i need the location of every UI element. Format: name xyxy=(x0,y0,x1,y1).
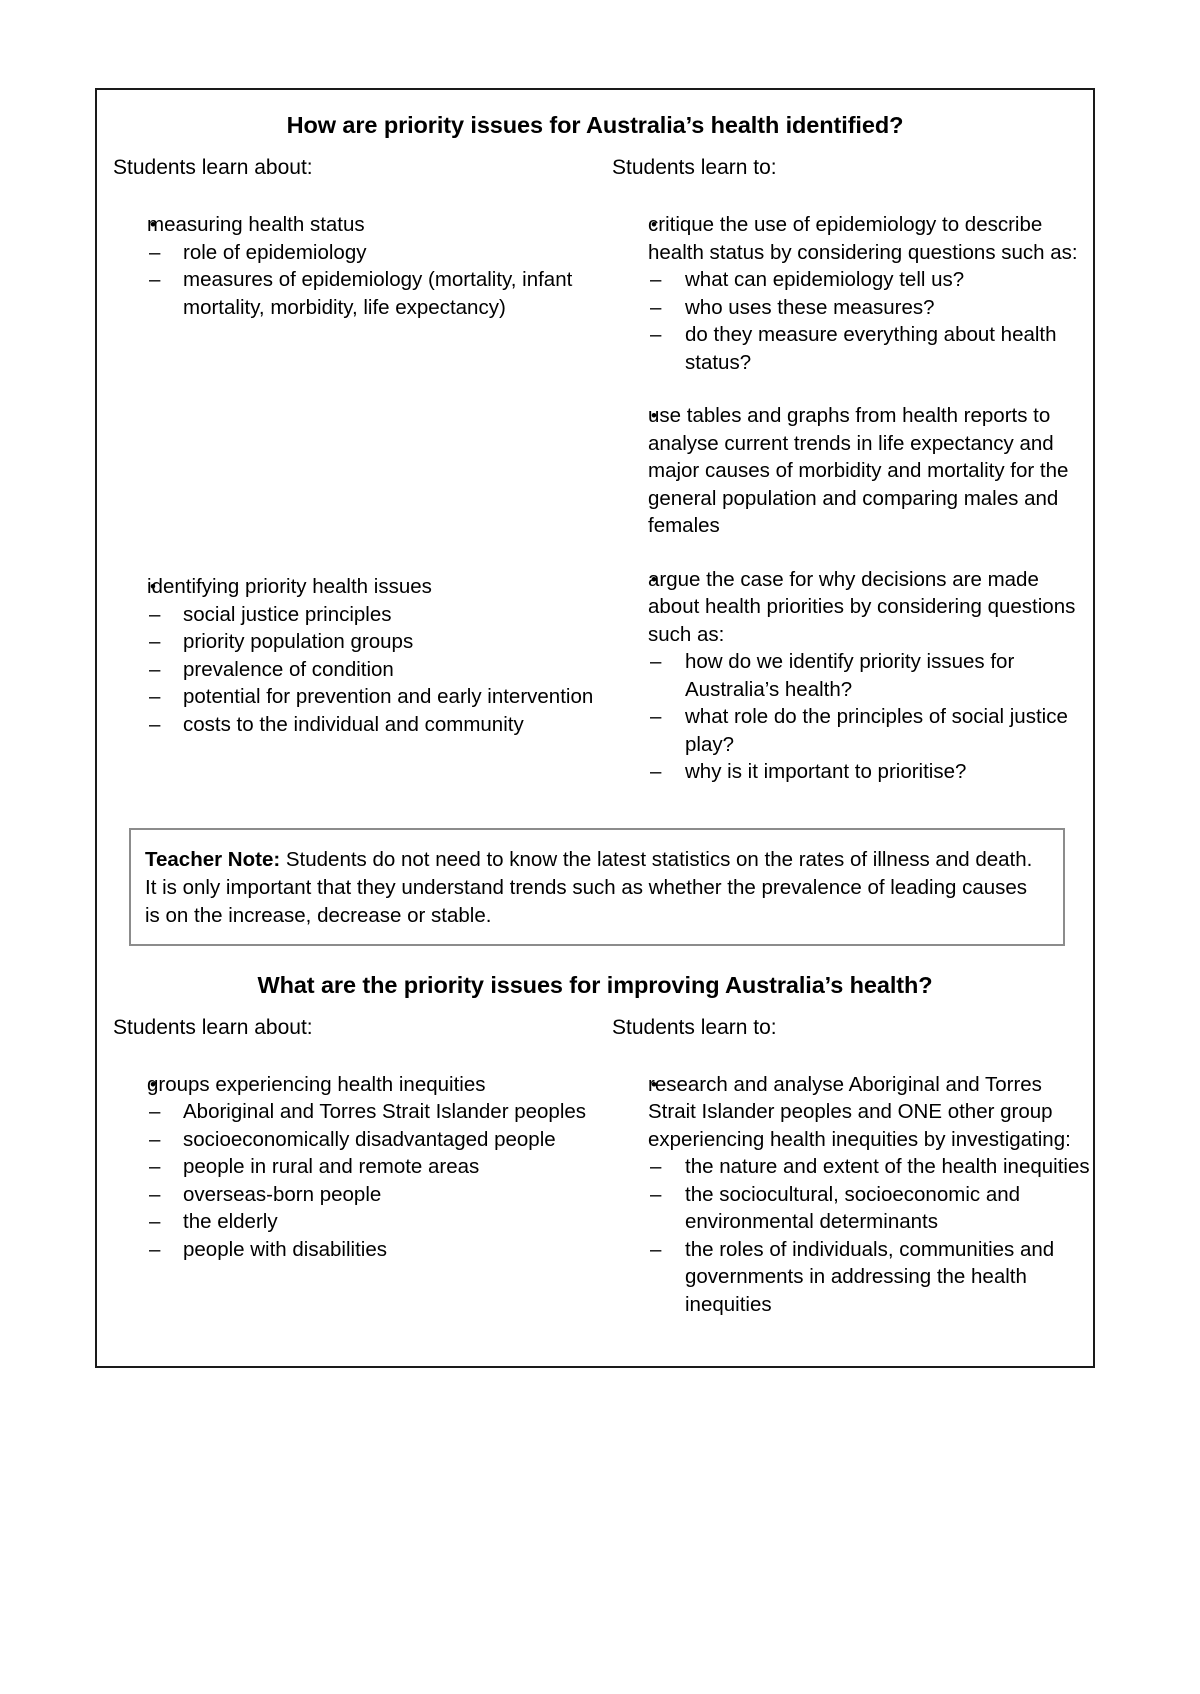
section-1-right-list xyxy=(608,211,1093,376)
bullet-text: • critique the use of epidemiology to describe health status by considering questions such as: xyxy=(648,211,1093,266)
sub-list-item: – social justice principles xyxy=(147,601,602,629)
section-1-left-list-2 xyxy=(107,573,602,738)
section-2-right-column-header: Students learn to: xyxy=(612,1015,777,1039)
sub-list-item: – how do we identify priority issues for Australia’s health? xyxy=(648,648,1093,703)
document-page-border xyxy=(95,88,1095,1368)
section-2-right-column xyxy=(602,1071,1093,1319)
sub-list-item: – prevalence of condition xyxy=(147,656,602,684)
teacher-note-box xyxy=(129,828,1065,946)
teacher-note-body: Students do not need to know the latest statistics on the rates of illness and death. It is only important that they understand trends such as whether the prevalence of leading causes is on the increase, decrease or stable. xyxy=(145,847,1033,927)
sub-list-item: – do they measure everything about health status? xyxy=(648,321,1093,376)
section-1-column-headers xyxy=(97,156,1093,180)
list-item xyxy=(608,1071,1093,1319)
section-2-right-list xyxy=(608,1071,1093,1319)
list-item xyxy=(107,573,602,738)
sub-list-item: – the nature and extent of the health inequities xyxy=(648,1153,1093,1181)
sub-list xyxy=(147,1098,602,1263)
sub-list-item: – socioeconomically disadvantaged people xyxy=(147,1126,602,1154)
sub-list-item: – why is it important to prioritise? xyxy=(648,758,1093,786)
section-2-left-column xyxy=(97,1071,602,1264)
list-item xyxy=(608,211,1093,376)
bullet-text: • measuring health status xyxy=(147,211,602,239)
sub-list xyxy=(147,239,602,322)
sub-list-item: – who uses these measures? xyxy=(648,294,1093,322)
left-column-spacer xyxy=(107,321,602,573)
sub-list xyxy=(648,648,1093,786)
list-item xyxy=(107,1071,602,1264)
section-2-left-list xyxy=(107,1071,602,1264)
section-1-left-column-header: Students learn about: xyxy=(113,156,313,179)
sub-list-item: – the elderly xyxy=(147,1208,602,1236)
teacher-note-label: Teacher Note: xyxy=(145,847,281,871)
section-1-right-list-2 xyxy=(608,402,1093,540)
section-1-right-list-3 xyxy=(608,566,1093,786)
bullet-text: • use tables and graphs from health reports to analyse current trends in life expectancy and major causes of morbidity and mortality for the general population and comparing males and females xyxy=(648,402,1093,540)
sub-list-item: – role of epidemiology xyxy=(147,239,602,267)
sub-list-item: – the roles of individuals, communities and governments in addressing the health inequities xyxy=(648,1236,1093,1319)
section-2-heading: What are the priority issues for improving Australia’s health? xyxy=(257,971,933,998)
sub-list-item: – potential for prevention and early intervention xyxy=(147,683,602,711)
bullet-text: • groups experiencing health inequities xyxy=(147,1071,602,1099)
sub-list-item: – priority population groups xyxy=(147,628,602,656)
list-item xyxy=(107,211,602,321)
sub-list-item: – measures of epidemiology (mortality, infant mortality, morbidity, life expectancy) xyxy=(147,266,602,321)
sub-list xyxy=(147,601,602,739)
sub-list xyxy=(648,266,1093,376)
list-item xyxy=(608,566,1093,786)
document-body xyxy=(97,90,1093,1366)
sub-list-item: – people with disabilities xyxy=(147,1236,602,1264)
section-1-right-column-header: Students learn to: xyxy=(612,156,777,179)
sub-list-item: – what can epidemiology tell us? xyxy=(648,266,1093,294)
section-1-left-list xyxy=(107,211,602,321)
section-2-column-headers xyxy=(97,1016,1093,1040)
section-1-right-column xyxy=(602,211,1093,786)
section-1-heading: How are priority issues for Australia’s health identified? xyxy=(286,112,904,138)
sub-list-item: – overseas-born people xyxy=(147,1181,602,1209)
sub-list xyxy=(648,1153,1093,1318)
section-1-columns xyxy=(97,211,1093,786)
sub-list-item: – what role do the principles of social justice play? xyxy=(648,703,1093,758)
section-1-left-column xyxy=(97,211,602,738)
bullet-text: • research and analyse Aboriginal and Torres Strait Islander peoples and ONE other group experiencing health inequities by investigating: xyxy=(648,1071,1093,1154)
section-2-left-column-header: Students learn about: xyxy=(113,1015,313,1039)
section-2-columns xyxy=(97,1071,1093,1319)
sub-list-item: – the sociocultural, socioeconomic and environmental determinants xyxy=(648,1181,1093,1236)
sub-list-item: – people in rural and remote areas xyxy=(147,1153,602,1181)
sub-list-item: – costs to the individual and community xyxy=(147,711,602,739)
bullet-text: • argue the case for why decisions are made about health priorities by considering questions such as: xyxy=(648,566,1093,649)
sub-list-item: – Aboriginal and Torres Strait Islander peoples xyxy=(147,1098,602,1126)
bullet-text: • identifying priority health issues xyxy=(147,573,602,601)
list-item xyxy=(608,402,1093,540)
